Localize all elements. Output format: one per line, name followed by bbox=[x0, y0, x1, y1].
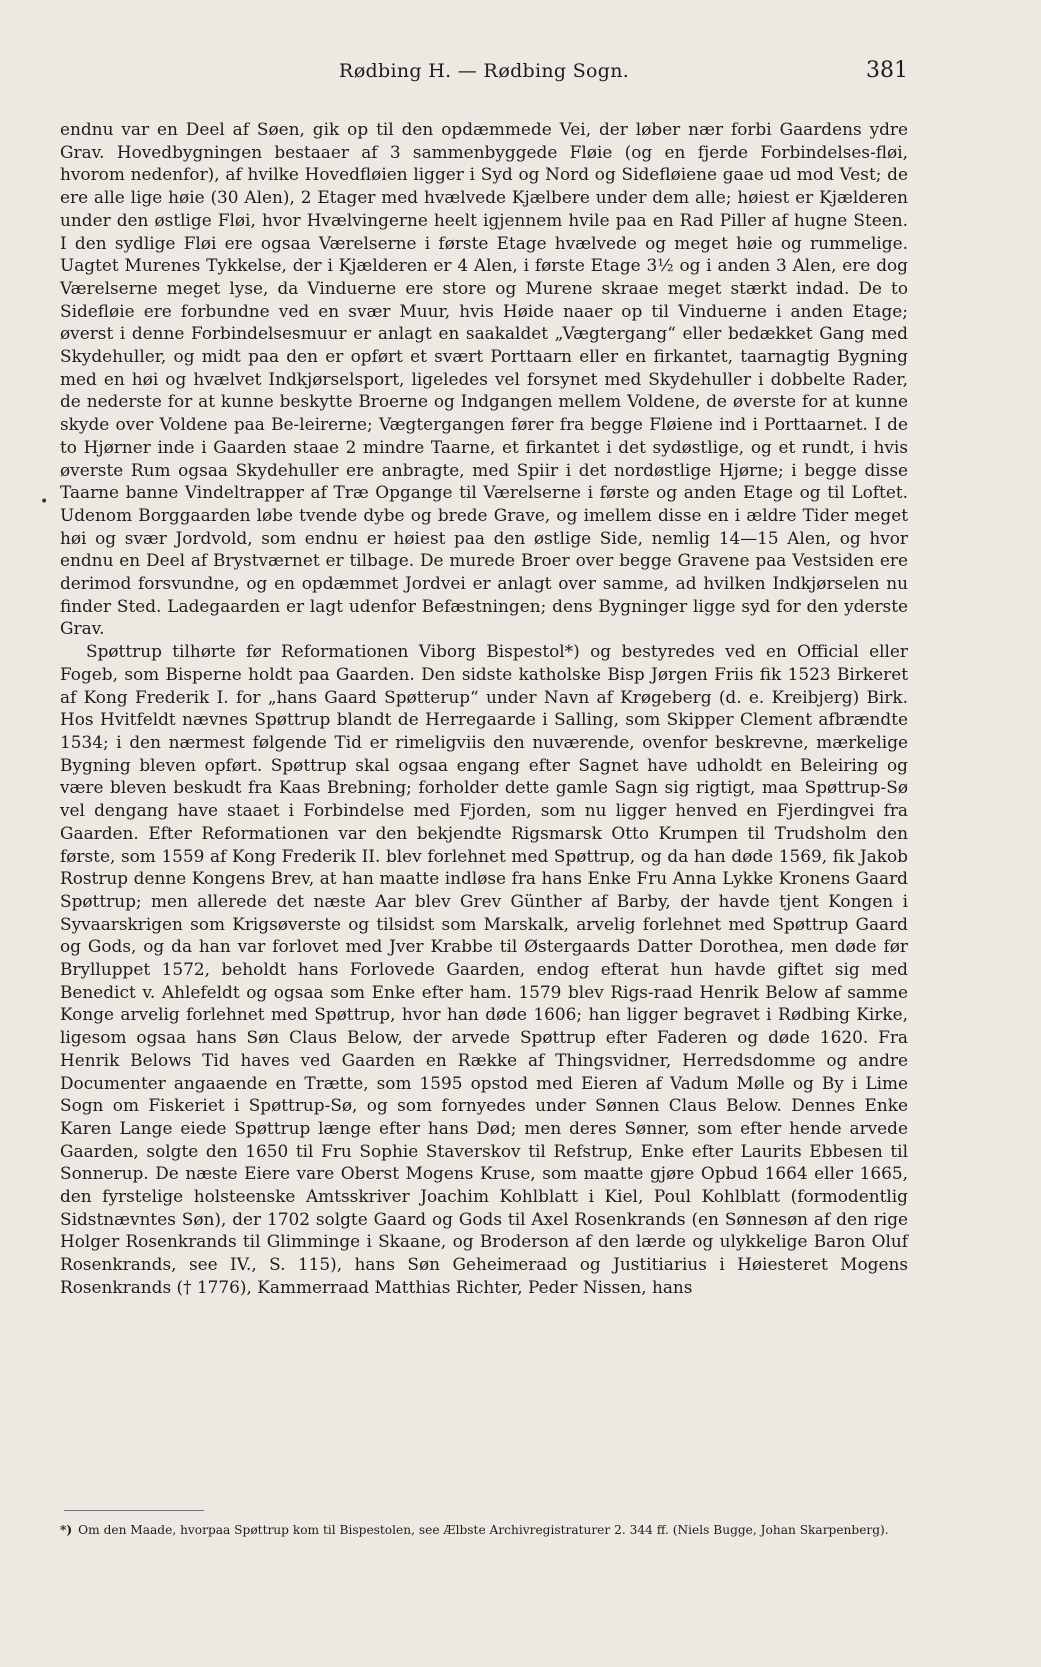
page-number: 381 bbox=[866, 58, 908, 83]
footnote-text: Om den Maade, hvorpaa Spøttrup kom til Bispestolen, see Ælbste Archivregistraturer 2. 344 ff. (Niels Bugge, Johan Skarpenberg). bbox=[78, 1523, 889, 1537]
footnote bbox=[60, 1522, 908, 1539]
footnote-mark: *) bbox=[60, 1523, 73, 1537]
paragraph-building-description: endnu var en Deel af Søen, gik op til den opdæmmede Vei, der løber nær forbi Gaardens ydre Grav. Hovedbygningen bestaaer af 3 sammenbyggede Fløie (og en fjerde Forbindelses-fløi, hvorom nedenfor), af hvilke Hovedfløien ligger i Syd og Nord og Sidefløiene gaae ud mod Vest; de ere alle lige høie (30 Alen), 2 Etager med hvælvede Kjælbere under dem alle; høiest er Kjælderen under den østlige Fløi, hvor Hvælvingerne heelt igjennem hvile paa en Rad Piller af hugne Steen. I den sydlige Fløi ere ogsaa Værelserne i første Etage hvælvede og meget høie og rummelige. Uagtet Murenes Tykkelse, der i Kjælderen er 4 Alen, i første Etage 3½ og i anden 3 Alen, ere dog Værelserne meget lyse, da Vinduerne ere store og Murene skraae meget stærkt indad. De to Sidefløie ere forbundne ved en svær Muur, hvis Høide naaer op til Vinduerne i anden Etage; øverst i denne Forbindelsesmuur er anlagt en saakaldet „Vægtergang“ eller bedækket Gang med Skydehuller, og midt paa den er opført et svært Porttaarn eller en firkantet, taarnagtig Bygning med en høi og hvælvet Indkjørselsport, ligeledes vel forsynet med Skydehuller i dobbelte Rader, de nederste for at kunne beskytte Broerne og Indgangen mellem Voldene, de øverste for at kunne skyde over Voldene paa Be-leirerne; Vægtergangen fører fra begge Fløiene ind i Porttaarnet. I de to Hjørner inde i Gaarden staae 2 mindre Taarne, et firkantet i det sydøstlige, og et rundt, i hvis øverste Rum ogsaa Skydehuller ere anbragte, med Spiir i det nordøstlige Hjørne; i begge disse Taarne banne Vindeltrapper af Træ Opgange til Værelserne i første og anden Etage og til Loftet. Udenom Borggaarden løbe tvende dybe og brede Grave, og imellem disse en i ældre Tider meget høi og svær Jordvold, som endnu er høiest paa den østlige Side, nemlig 14—15 Alen, og hvor endnu en Deel af Brystværnet er tilbage. De murede Broer over begge Gravene paa Vestsiden ere derimod forsvundne, og en opdæmmet Jordvei er anlagt over samme, ad hvilken Indkjørselen nu finder Sted. Ladegaarden er lagt udenfor Befæstningen; dens Bygninger ligge syd for den yderste Grav. bbox=[60, 119, 908, 639]
paragraph-history: Spøttrup tilhørte før Reformationen Viborg Bispestol*) og bestyredes ved en Official eller Fogeb, som Bisperne holdt paa Gaarden. Den sidste katholske Bisp Jørgen Friis fik 1523 Birkeret af Kong Frederik I. for „hans Gaard Spøtterup“ under Navn af Krøgeberg (d. e. Kreibjerg) Birk. Hos Hvitfeldt nævnes Spøttrup blandt de Herregaarde i Salling, som Skipper Clement afbrændte 1534; i den nærmest følgende Tid er rimeligviis den nuværende, ovenfor beskrevne, mærkelige Bygning bleven opført. Spøttrup skal ogsaa engang efter Sagnet have udholdt en Beleiring og være bleven beskudt fra Kaas Brebning; forholder dette gamle Sagn sig rigtigt, maa Spøttrup-Sø vel dengang have staaet i Forbindelse med Fjorden, som nu ligger henved en Fjerdingvei fra Gaarden. Efter Reformationen var den bekjendte Rigsmarsk Otto Krumpen til Trudsholm den første, som 1559 af Kong Frederik II. blev forlehnet med Spøttrup, og da han døde 1569, fik Jakob Rostrup denne Kongens Brev, at han maatte indløse fra hans Enke Fru Anna Lykke Kronens Gaard Spøttrup; men allerede det næste Aar blev Grev Günther af Barby, der havde tjent Kongen i Syvaarskrigen som Krigsøverste og tilsidst som Marskalk, arvelig forlehnet med Spøttrup Gaard og Gods, og da han var forlovet med Jver Krabbe til Østergaards Datter Dorothea, men døde før Brylluppet 1572, beholdt hans Forlovede Gaarden, endog efterat hun havde giftet sig med Benedict v. Ahlefeldt og ogsaa som Enke efter ham. 1579 blev Rigs-raad Henrik Below af samme Konge arvelig forlehnet med Spøttrup, hvor han døde 1606; han ligger begravet i Rødbing Kirke, ligesom ogsaa hans Søn Claus Below, der arvede Spøttrup efter Faderen og døde 1620. Fra Henrik Belows Tid haves ved Gaarden en Række af Thingsvidner, Herredsdomme og andre Documenter angaaende en Trætte, som 1595 opstod med Eieren af Vadum Mølle og By i Lime Sogn om Fiskeriet i Spøttrup-Sø, og som fornyedes under Sønnen Claus Below. Dennes Enke Karen Lange eiede Spøttrup længe efter hans Død; men deres Sønner, som efter hende arvede Gaarden, solgte den 1650 til Fru Sophie Staverskov til Refstrup, Enke efter Laurits Ebbesen til Sonnerup. De næste Eiere vare Oberst Mogens Kruse, som maatte gjøre Opbud 1664 eller 1665, den fyrstelige holsteenske Amtsskriver Joachim Kohlblatt i Kiel, Poul Kohlblatt (formodentlig Sidstnævntes Søn), der 1702 solgte Gaard og Gods til Axel Rosenkrands (en Sønnesøn af den rige Holger Rosenkrands til Glimminge i Skaane, og Broderson af den lærde og ulykkelige Baron Oluf Rosenkrands, see IV., S. 115), hans Søn Geheimeraad og Justitiarius i Høiesteret Mogens Rosenkrands († 1776), Kammerraad Matthias Richter, Peder Nissen, hans bbox=[60, 641, 908, 1297]
running-head bbox=[60, 54, 908, 90]
page-title: Rødbing H. — Rødbing Sogn. bbox=[338, 60, 630, 82]
footnote-divider bbox=[64, 1510, 204, 1511]
margin-mark: • bbox=[40, 494, 49, 510]
body-text bbox=[60, 118, 908, 1299]
